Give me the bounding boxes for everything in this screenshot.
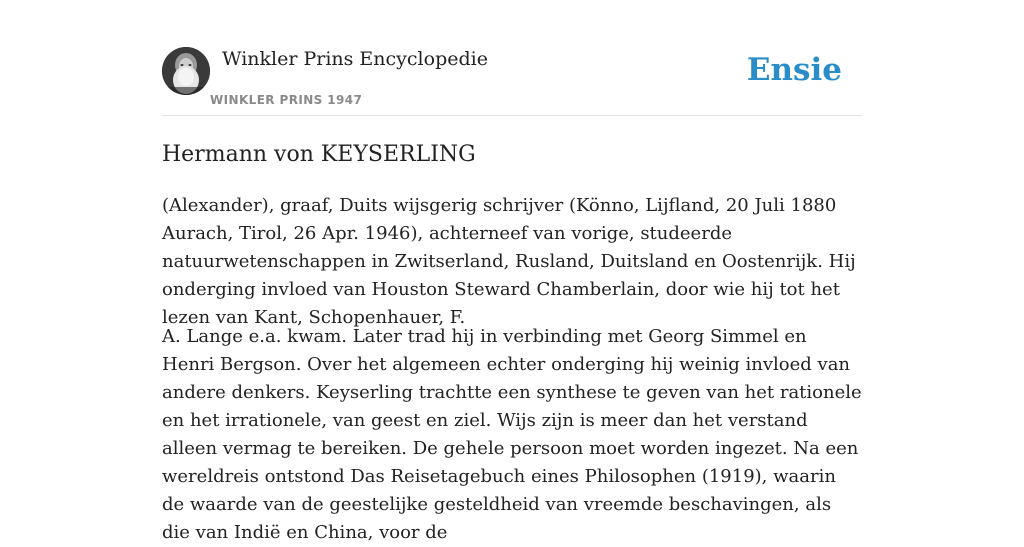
site-header bbox=[162, 44, 862, 116]
page bbox=[162, 0, 862, 543]
article-paragraph-2: A. Lange e.a. kwam. Later trad hij in verbinding met Georg Simmel en Henri Bergson. Over het algemeen echter onderging hij weinig invloed van andere denkers. Keyserling trachtte een synthese te geven van het rationele en het irrationele, van geest en ziel. Wijs zijn is meer dan het verstand alleen vermag te bereiken. De gehele persoon moet worden ingezet. Na een wereldreis ontstond Das Reisetagebuch eines Philosophen (1919), waarin de waarde van de geestelijke gesteldheid van vreemde beschavingen, als die van Indië en China, voor de bbox=[162, 326, 862, 543]
ensie-logo[interactable]: Ensie bbox=[746, 52, 842, 88]
portrait-image bbox=[162, 47, 210, 95]
article-title: Hermann von KEYSERLING bbox=[162, 142, 476, 167]
author-avatar[interactable] bbox=[162, 47, 210, 95]
article-paragraph-1: (Alexander), graaf, Duits wijsgerig schrijver (Könno, Lijfland, 20 Juli 1880 Aurach, Tirol, 26 Apr. 1946), achterneef van vorige, studeerde natuurwetenschappen in Zwitserland, Rusland, Duitsland en Oostenrijk. Hij onderging invloed van Houston Steward Chamberlain, door wie hij tot het lezen van Kant, Schopenhauer, F. bbox=[162, 195, 856, 328]
site-title[interactable]: Winkler Prins Encyclopedie bbox=[222, 48, 488, 70]
header-divider bbox=[162, 115, 862, 116]
edition-label[interactable]: WINKLER PRINS 1947 bbox=[210, 93, 363, 107]
